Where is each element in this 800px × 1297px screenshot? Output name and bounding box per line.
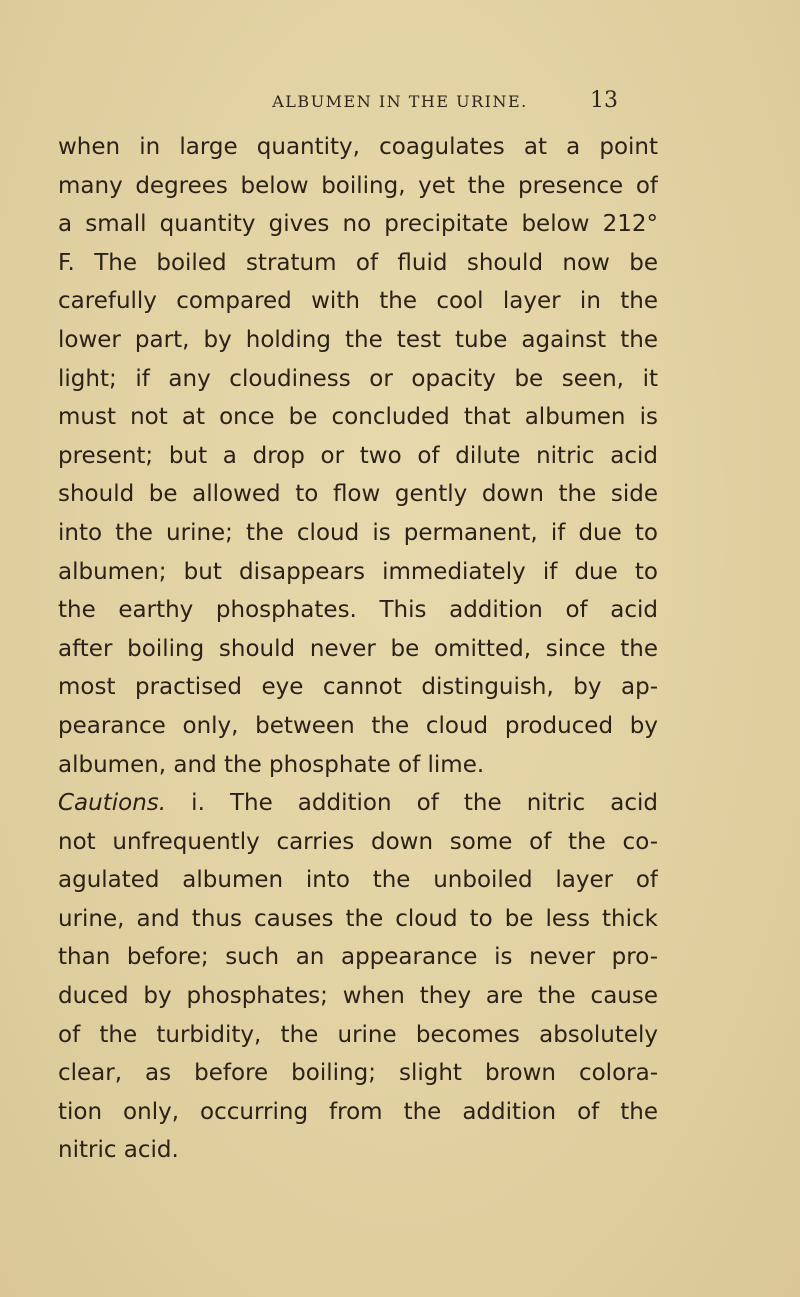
page-number: 13 [590, 88, 618, 113]
text-line: most practised eye cannot distinguish, by ap- [58, 674, 658, 701]
text-line: after boiling should never be omitted, since the [58, 635, 658, 662]
text-line: tion only, occurring from the addition of the [58, 1098, 658, 1125]
text-line: pearance only, between the cloud produced by [58, 712, 658, 739]
text-line: light; if any cloudiness or opacity be seen, it [58, 365, 658, 392]
text-line: agulated albumen into the unboiled layer of [58, 867, 658, 894]
text-line: albumen, and the phosphate of lime. [58, 751, 485, 778]
text-line: many degrees below boiling, yet the presence of [58, 172, 658, 199]
text-line: lower part, by holding the test tube against the [58, 326, 658, 353]
text-line: a small quantity gives no precipitate below 212° [58, 211, 658, 238]
text-line: than before; such an appearance is never pro- [58, 944, 658, 971]
text-line: the earthy phosphates. This addition of acid [58, 597, 658, 624]
text-line: present; but a drop or two of dilute nitric acid [58, 442, 658, 469]
text-line: should be allowed to flow gently down the side [58, 481, 658, 508]
text-line: when in large quantity, coagulates at a point [58, 134, 658, 160]
running-head: ALBUMEN IN THE URINE. [272, 92, 528, 111]
text-line: not unfrequently carries down some of the co- [58, 828, 658, 855]
text-line: carefully compared with the cool layer in the [58, 288, 658, 315]
cautions-line [58, 784, 658, 823]
text-line: must not at once be concluded that albumen is [58, 404, 658, 431]
text-line: F. The boiled stratum of fluid should now be [58, 249, 658, 276]
text-line: nitric acid. [58, 1137, 179, 1164]
text-line: clear, as before boiling; slight brown colora- [58, 1060, 658, 1087]
cautions-line-rest: i. The addition of the nitric acid [166, 790, 658, 817]
text-line: urine, and thus causes the cloud to be less thick [58, 905, 658, 932]
body-text [58, 128, 658, 1170]
text-line: of the turbidity, the urine becomes absolutely [58, 1021, 658, 1048]
text-line: into the urine; the cloud is permanent, if due to [58, 519, 658, 546]
cautions-heading: Cautions. [58, 790, 167, 817]
text-line: duced by phosphates; when they are the cause [58, 983, 658, 1010]
text-line: albumen; but disappears immediately if due to [58, 558, 658, 585]
